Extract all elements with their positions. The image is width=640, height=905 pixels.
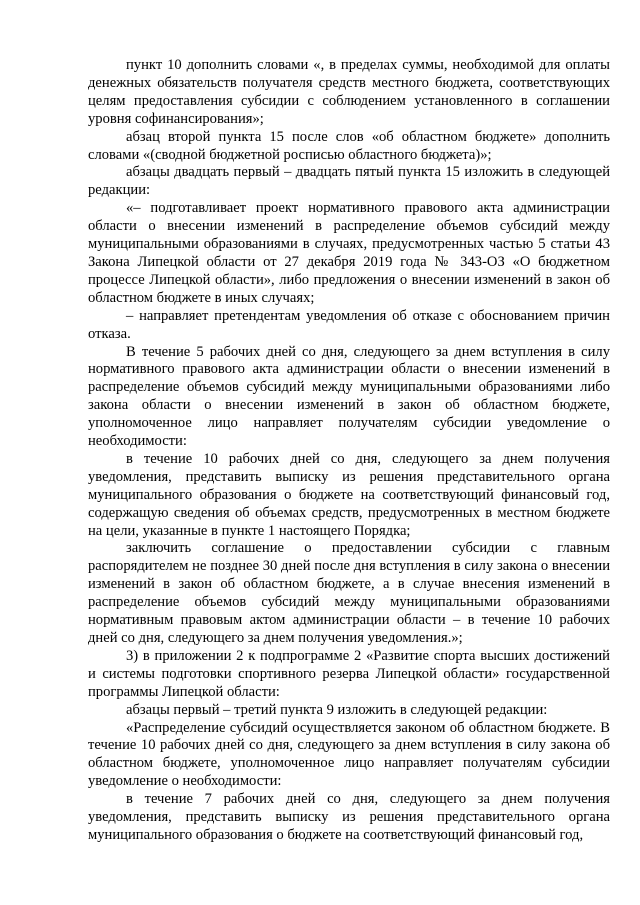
- paragraph-3: абзацы двадцать первый – двадцать пятый пункта 15 изложить в следующей редакции:: [88, 164, 610, 199]
- paragraph-5: – направляет претендентам уведомления об отказе с обоснованием причин отказа.: [88, 307, 610, 342]
- paragraph-10: абзацы первый – третий пункта 9 изложить в следующей редакции:: [126, 701, 548, 718]
- document-page: [88, 57, 610, 845]
- paragraph-7: в течение 10 рабочих дней со дня, следующего за днем получения уведомления, представить выписку из решения представительного органа муниципального образования о бюджете на соответствующий финансовый год, содержащую сведения об объемах средств, предусмотренных в местном бюджете на цели, указанные в пункте 1 настоящего Порядка;: [88, 450, 610, 539]
- paragraph-4: «– подготавливает проект нормативного правового акта администрации области о внесении изменений в распределение объемов субсидий между муниципальными образованиями в случаях, предусмотренных частью 5 статьи 43 Закона Липецкой области от 27 декабря 2019 года № 343-ОЗ «О бюджетном процессе Липецкой области», либо предложения о внесении изменений в закон об областном бюджете в иных случаях;: [88, 200, 610, 306]
- paragraph-1: пункт 10 дополнить словами «, в пределах суммы, необходимой для оплаты денежных обязательств получателя средств местного бюджета, соответствующих целям предоставления субсидии с соблюдением установленного в соглашении уровня софинансирования»;: [88, 57, 610, 127]
- paragraph-9: 3) в приложении 2 к подпрограмме 2 «Развитие спорта высших достижений и системы подготовки спортивного резерва Липецкой области» государственной программы Липецкой области:: [88, 647, 610, 700]
- paragraph-2: абзац второй пункта 15 после слов «об областном бюджете» дополнить словами «(сводной бюджетной росписью областного бюджета)»;: [88, 128, 610, 163]
- paragraph-6: В течение 5 рабочих дней со дня, следующего за днем вступления в силу нормативного правового акта администрации области о внесении изменений в распределение объемов субсидий между муниципальными образованиями либо закона области о внесении изменений в закон об областном бюджете, уполномоченное лицо направляет получателям субсидии уведомление о необходимости:: [88, 343, 610, 450]
- paragraph-11: «Распределение субсидий осуществляется законом об областном бюджете. В течение 10 рабочих дней со дня, следующего за днем вступления в силу закона об областном бюджете, уполномоченное лицо направляет получателям субсидии уведомление о необходимости:: [88, 719, 610, 790]
- paragraph-8: заключить соглашение о предоставлении субсидии с главным распорядителем не позднее 30 дней после дня вступления в силу закона о внесении изменений в закон об областном бюджете, а в случае внесения изменений в распределение объемов субсидий между муниципальными образованиями нормативным правовым актом администрации области – в течение 10 рабочих дней со дня, следующего за днем получения уведомления.»;: [88, 540, 610, 646]
- paragraph-12: в течение 7 рабочих дней со дня, следующего за днем получения уведомления, представить выписку из решения представительного органа муниципального образования о бюджете на соответствующий финансовый год,: [88, 791, 610, 843]
